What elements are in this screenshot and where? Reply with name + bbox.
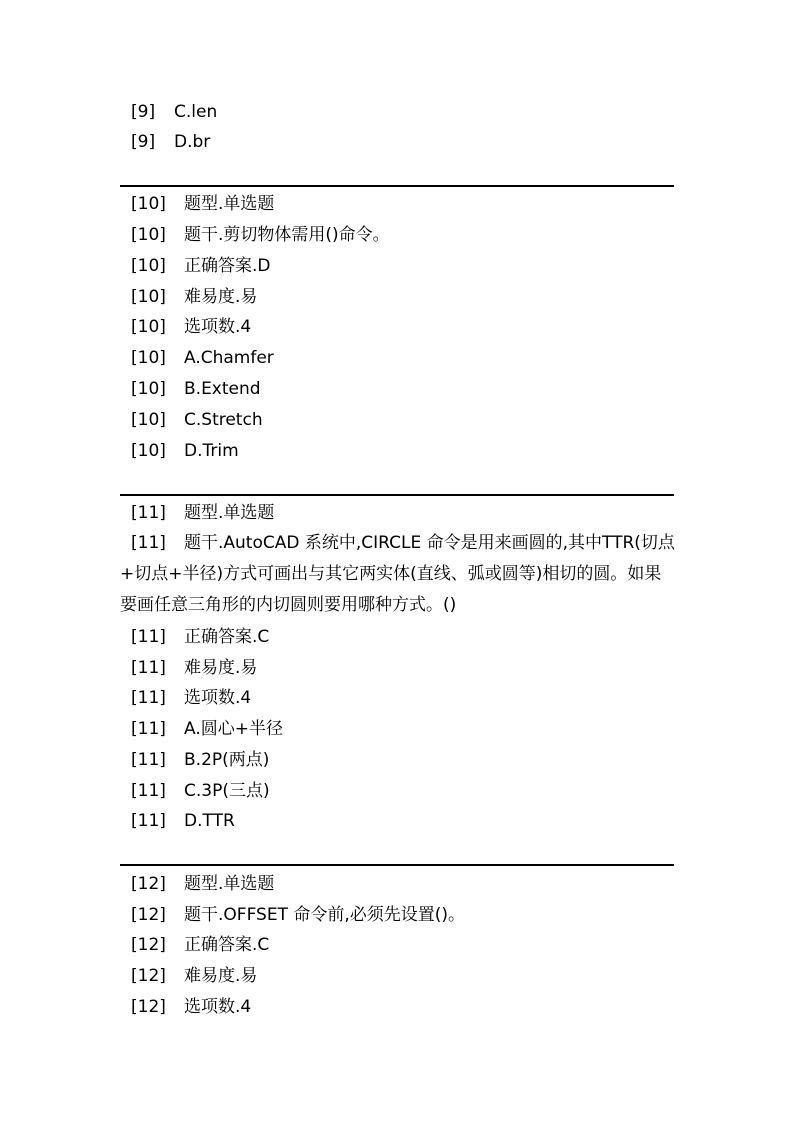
q12-stem: [131, 904, 465, 926]
q12-type: [131, 873, 274, 895]
q11-option-b: [131, 749, 269, 771]
field-text: 题干.OFFSET 命令前,必须先设置()。: [184, 905, 466, 925]
question-number: [11]: [131, 627, 166, 647]
option-text: C.len: [174, 102, 218, 122]
question-number: [12]: [131, 874, 166, 894]
option-text: A.圆心+半径: [184, 719, 283, 739]
field-text: 题型.单选题: [184, 194, 275, 214]
option-text: C.Stretch: [184, 410, 263, 430]
question-number: [11]: [131, 503, 166, 523]
q11-option-c: [131, 780, 270, 802]
question-number: [12]: [131, 905, 166, 925]
q10-type: [131, 193, 274, 215]
q11-answer: [131, 626, 269, 648]
field-text: 选项数.4: [184, 688, 252, 708]
field-text: 难易度.易: [184, 966, 258, 986]
question-number: [12]: [131, 966, 166, 986]
field-text: 正确答案.C: [184, 627, 270, 647]
field-text: 题干.AutoCAD 系统中,CIRCLE 命令是用来画圆的,其中TTR(切点+切点+半径)方式可画出与其它两实体(直线、弧或圆等)相切的圆。如果要画任意三角形的内切圆则要用哪种方式。(): [120, 533, 675, 615]
field-text: 题干.剪切物体需用()命令。: [184, 225, 390, 245]
option-text: D.TTR: [184, 811, 235, 831]
option-text: C.3P(三点): [184, 781, 270, 801]
question-number: [10]: [131, 317, 166, 337]
question-number: [9]: [131, 102, 156, 122]
q9-option-d: [131, 131, 210, 153]
field-text: 选项数.4: [184, 317, 252, 337]
q10-answer: [131, 255, 271, 277]
question-number: [12]: [131, 935, 166, 955]
q11-type: [131, 502, 274, 524]
option-text: B.Extend: [184, 379, 261, 399]
question-number: [9]: [131, 132, 156, 152]
q11-option-d: [131, 810, 235, 832]
q11-difficulty: [131, 657, 257, 679]
question-number: [10]: [131, 287, 166, 307]
q10-difficulty: [131, 286, 257, 308]
option-text: D.Trim: [184, 441, 239, 461]
divider: [120, 864, 674, 866]
question-number: [11]: [131, 533, 166, 553]
q12-difficulty: [131, 965, 257, 987]
q11-stem: [120, 528, 675, 621]
option-text: B.2P(两点): [184, 750, 270, 770]
option-text: D.br: [174, 132, 211, 152]
q10-option-count: [131, 316, 251, 338]
field-text: 难易度.易: [184, 287, 258, 307]
q12-answer: [131, 934, 269, 956]
q9-option-c: [131, 101, 217, 123]
option-text: A.Chamfer: [184, 348, 274, 368]
question-number: [11]: [131, 811, 166, 831]
q10-option-a: [131, 347, 274, 369]
question-number: [10]: [131, 225, 166, 245]
divider: [120, 494, 674, 496]
q12-option-count: [131, 996, 251, 1018]
question-number: [12]: [131, 997, 166, 1017]
q10-stem: [131, 224, 390, 246]
question-number: [10]: [131, 256, 166, 276]
question-number: [11]: [131, 781, 166, 801]
question-number: [10]: [131, 348, 166, 368]
field-text: 难易度.易: [184, 658, 258, 678]
q10-option-d: [131, 440, 239, 462]
q11-option-a: [131, 718, 283, 740]
field-text: 题型.单选题: [184, 874, 275, 894]
divider: [120, 185, 674, 187]
q11-option-count: [131, 687, 251, 709]
q10-option-c: [131, 409, 263, 431]
question-number: [10]: [131, 410, 166, 430]
question-number: [11]: [131, 658, 166, 678]
field-text: 正确答案.C: [184, 935, 270, 955]
question-number: [10]: [131, 194, 166, 214]
question-number: [11]: [131, 719, 166, 739]
field-text: 题型.单选题: [184, 503, 275, 523]
question-number: [11]: [131, 688, 166, 708]
q10-option-b: [131, 378, 261, 400]
field-text: 正确答案.D: [184, 256, 271, 276]
field-text: 选项数.4: [184, 997, 252, 1017]
question-number: [11]: [131, 750, 166, 770]
question-number: [10]: [131, 379, 166, 399]
question-number: [10]: [131, 441, 166, 461]
